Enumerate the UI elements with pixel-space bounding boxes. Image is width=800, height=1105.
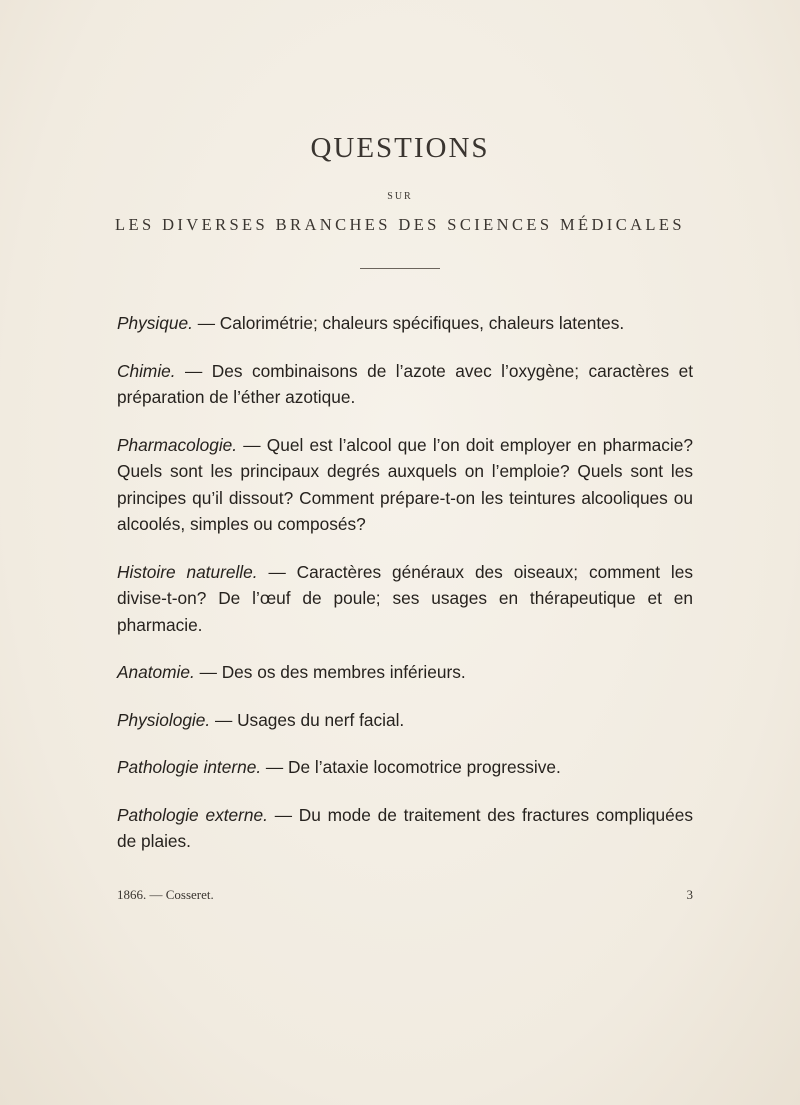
question-text: Du mode de traitement des fractures compliquées de plaies. [117,804,693,851]
question-subject: Histoire naturelle. [117,561,258,582]
question-text: Usages du nerf facial. [237,709,405,730]
question-subject: Physiologie. [117,709,211,730]
question-chimie: Chimie. — Des combinaisons de l’azote avec l’oxygène; caractères et préparation de l’éther azotique. [117,360,694,407]
question-physiologie: Physiologie. — Usages du nerf facial. [117,709,405,730]
question-text: Calorimétrie; chaleurs spécifiques, chaleurs latentes. [219,313,625,333]
question-text: Caractères généraux des oiseaux; comment les divise-t-on? De l’œuf de poule; ses usages en thérapeutique et en pharmacie. [117,561,693,635]
question-anatomie: Anatomie. — Des os des membres inférieurs. [117,662,466,682]
title-connector: SUR [387,191,413,202]
question-histoire-naturelle: Histoire naturelle. — Caractères généraux des oiseaux; comment les divise-t-on? De l’œuf de poule; ses usages en thérapeutique et en pharmacie. [117,561,693,635]
title-divider [360,268,440,269]
question-physique: Physique. — Calorimétrie; chaleurs spécifiques, chaleurs latentes. [117,313,625,333]
question-subject: Physique. [117,313,193,333]
question-text: Des combinaisons de l’azote avec l’oxygène; caractères et préparation de l’éther azotique. [117,360,694,407]
question-subject: Chimie. [117,360,176,381]
question-subject: Pathologie interne. [117,757,262,777]
question-subject: Pharmacologie. [117,434,238,455]
questions-list [117,310,693,876]
footer-year-author: 1866. — Cosseret. [117,887,214,902]
question-pharmacologie: Pharmacologie. — Quel est l’alcool que l’on doit employer en pharmacie? Quels sont les principaux degrés auxquels on l’emploie? Quels sont les principes qu’il dissout? Comment prépare-t-on les teintures alcooliques ou alcoolés, simples ou composés? [117,434,693,534]
page-subtitle: LES DIVERSES BRANCHES DES SCIENCES MÉDICALES [115,215,685,234]
question-subject: Pathologie externe. [117,804,268,825]
footer-signature: 3 [686,887,693,902]
question-subject: Anatomie. [117,662,195,682]
question-pathologie-externe: Pathologie externe. — Du mode de traitement des fractures compliquées de plaies. [117,804,693,851]
page-footer [117,887,693,903]
question-text: Des os des membres inférieurs. [221,662,466,682]
question-text: Quel est l’alcool que l’on doit employer en pharmacie? Quels sont les principaux degrés auxquels on l’emploie? Quels sont les principes qu’il dissout? Comment prépare-t-on les teintures alcooliques ou alcoolés, simples ou composés? [117,434,693,534]
question-text: De l’ataxie locomotrice progressive. [288,757,561,777]
page-title: QUESTIONS [310,132,490,164]
question-pathologie-interne: Pathologie interne. — De l’ataxie locomotrice progressive. [117,757,561,777]
